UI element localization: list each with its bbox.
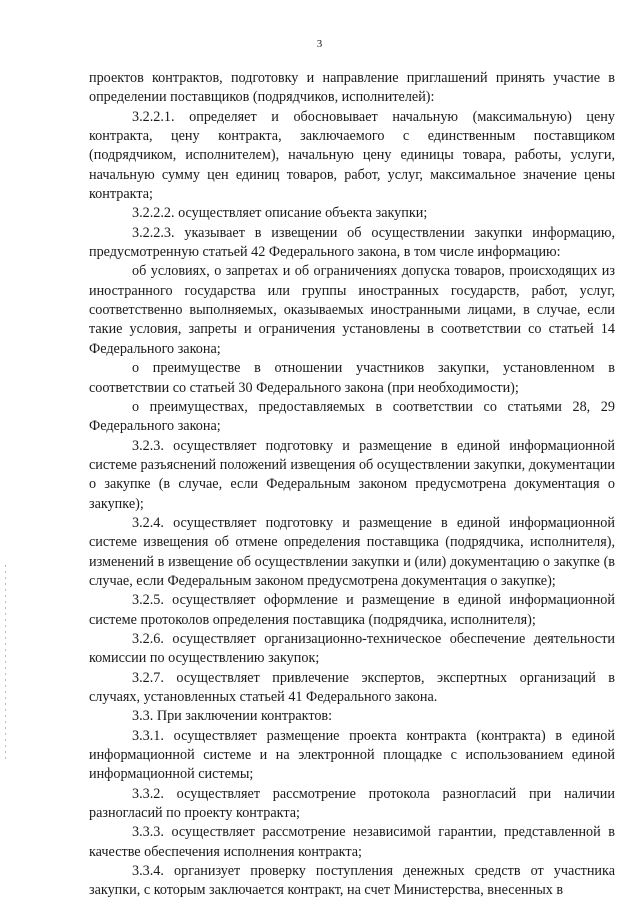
paragraph: 3.2.2.3. указывает в извещении об осуществлении закупки информацию, предусмотренную статьей 42 Федерального закона, в том числе информацию: — [89, 224, 615, 261]
paragraph: проектов контрактов, подготовку и направление приглашений принять участие в определении поставщиков (подрядчиков, исполнителей): — [89, 70, 615, 106]
scan-edge-mark — [5, 565, 6, 760]
paragraph: 3.2.4. осуществляет подготовку и размещение в единой информационной системе извещения об отмене определения поставщика (подрядчика, исполнителя), изменений в извещение об осуществлении закупки и (или) документацию о закупке (в случае, если Федеральным законом предусмотрена документация о закупке); — [89, 514, 615, 589]
paragraph: 3.3.3. осуществляет рассмотрение независимой гарантии, представленной в качестве обеспечения исполнения контракта; — [89, 824, 615, 860]
paragraph: 3.2.7. осуществляет привлечение экспертов, экспертных организаций в случаях, установленных статьей 41 Федерального закона. — [89, 669, 615, 705]
paragraph: о преимуществе в отношении участников закупки, установленном в соответствии со статьей 30 Федерального закона (при необходимости); — [89, 360, 615, 396]
paragraph: 3.2.6. осуществляет организационно-техническое обеспечение деятельности комиссии по осуществлению закупок; — [89, 630, 615, 667]
document-body — [89, 69, 615, 901]
paragraph: 3.2.5. осуществляет оформление и размещение в единой информационной системе протоколов определения поставщика (подрядчика, исполнителя); — [89, 592, 615, 628]
paragraph: 3.2.2.1. определяет и обосновывает начальную (максимальную) цену контракта, цену контракта, заключаемого с единственным поставщиком (подрядчиком, исполнителем), начальную цену единицы товара, работы, услуги, начальную сумму цен единиц товаров, работ, услуг, максимальное значение цены контракта; — [89, 108, 615, 203]
paragraph: 3.3.4. организует проверку поступления денежных средств от участника закупки, с которым заключается контракт, на счет Министерства, внесенных в — [89, 863, 615, 899]
paragraph: 3.2.3. осуществляет подготовку и размещение в единой информационной системе разъяснений положений извещения об осуществлении закупки, документации о закупке (в случае, если Федеральным законом предусмотрена документация о закупке); — [89, 437, 615, 512]
paragraph: 3.3. При заключении контрактов: — [132, 708, 333, 725]
paragraph: об условиях, о запретах и об ограничениях допуска товаров, происходящих из иностранного государства или группы иностранных государств, работ, услуг, соответственно выполняемых, оказываемых иностранными лицами, в случае, если такие условия, запреты и ограничения установлены в соответствии со статьей 14 Федерального закона; — [89, 263, 615, 357]
page-number: 3 — [316, 38, 323, 50]
paragraph: 3.2.2.2. осуществляет описание объекта закупки; — [132, 205, 428, 222]
paragraph: 3.3.2. осуществляет рассмотрение протокола разногласий при наличии разногласий по проекту контракта; — [89, 785, 615, 822]
paragraph: 3.3.1. осуществляет размещение проекта контракта (контракта) в единой информационной системе и на электронной площадке с использованием единой информационной системы; — [89, 727, 615, 783]
paragraph: о преимуществах, предоставляемых в соответствии со статьями 28, 29 Федерального закона; — [89, 398, 615, 435]
